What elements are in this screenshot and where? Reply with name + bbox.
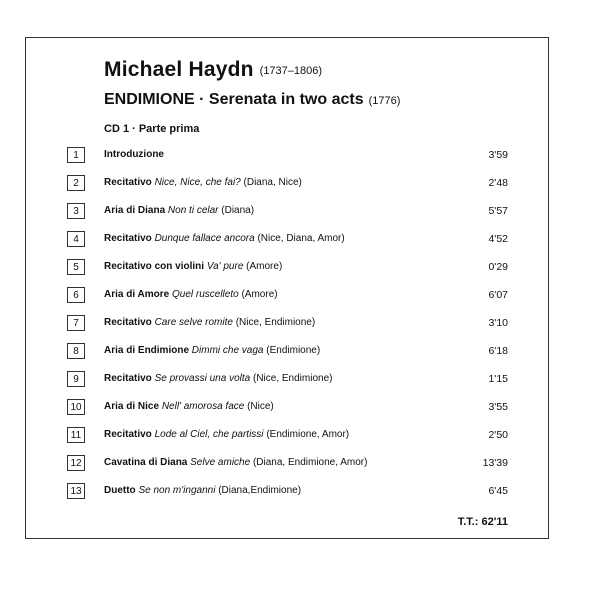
track-incipit: Lode al Ciel, che partissi (154, 429, 264, 440)
track-description (104, 345, 320, 356)
track-form: Recitativo (104, 317, 152, 328)
track-form: Recitativo con violini (104, 261, 205, 272)
composer-name: Michael Haydn (104, 58, 254, 81)
track-duration: 2'50 (488, 429, 508, 441)
track-duration: 4'52 (488, 233, 508, 245)
track-roles: (Amore) (246, 261, 283, 272)
track-row (0, 147, 600, 165)
track-description (104, 429, 349, 440)
track-duration: 2'48 (488, 177, 508, 189)
track-roles: (Diana, Nice) (243, 177, 302, 188)
track-row (0, 343, 600, 361)
track-incipit: Dunque fallace ancora (154, 233, 255, 244)
track-number: 9 (67, 371, 85, 387)
track-row (0, 483, 600, 501)
track-roles: (Endimione, Amor) (266, 429, 350, 440)
track-duration: 6'07 (488, 289, 508, 301)
track-roles: (Nice) (247, 401, 274, 412)
track-number: 10 (67, 399, 85, 415)
track-duration: 6'18 (488, 345, 508, 357)
track-row (0, 203, 600, 221)
work-line (104, 91, 400, 109)
track-duration: 5'57 (488, 205, 508, 217)
track-row (0, 371, 600, 389)
track-form: Duetto (104, 485, 136, 496)
track-incipit: Dimmi che vaga (191, 345, 264, 356)
track-form: Recitativo (104, 177, 152, 188)
track-description (104, 205, 254, 216)
track-incipit: Selve amiche (190, 457, 251, 468)
track-duration: 13'39 (482, 457, 508, 469)
track-duration: 1'15 (488, 373, 508, 385)
composer-years: (1737–1806) (259, 65, 323, 77)
track-description (104, 261, 282, 272)
work-title: ENDIMIONE · Serenata in two acts (104, 91, 364, 108)
track-roles: (Nice, Endimione) (252, 373, 333, 384)
track-roles: (Diana,Endimione) (218, 485, 302, 496)
total-time: T.T.: 62'11 (457, 516, 508, 528)
track-form: Aria di Diana (104, 205, 166, 216)
track-form: Introduzione (104, 149, 164, 160)
track-description (104, 289, 278, 300)
track-roles: (Diana) (221, 205, 255, 216)
track-incipit: Se non m'inganni (138, 485, 216, 496)
track-number: 4 (67, 231, 85, 247)
track-duration: 3'55 (488, 401, 508, 413)
track-row (0, 259, 600, 277)
track-number: 3 (67, 203, 85, 219)
track-incipit: Nice, Nice, che fai? (154, 177, 241, 188)
track-number: 6 (67, 287, 85, 303)
cd-label: CD 1 · Parte prima (104, 123, 200, 135)
track-duration: 3'59 (488, 149, 508, 161)
track-description (104, 149, 164, 160)
track-roles: (Endimione) (266, 345, 321, 356)
track-incipit: Non ti celar (167, 205, 219, 216)
track-description (104, 373, 332, 384)
track-row (0, 427, 600, 445)
track-form: Recitativo (104, 233, 152, 244)
track-roles: (Nice, Diana, Amor) (257, 233, 345, 244)
composer-line (104, 58, 322, 82)
track-incipit: Care selve romite (154, 317, 233, 328)
track-description (104, 177, 302, 188)
track-description (104, 457, 367, 468)
track-roles: (Nice, Endimione) (235, 317, 316, 328)
track-form: Aria di Endimione (104, 345, 190, 356)
work-year: (1776) (368, 95, 401, 107)
track-number: 7 (67, 315, 85, 331)
track-row (0, 231, 600, 249)
track-roles: (Diana, Endimione, Amor) (252, 457, 368, 468)
track-roles: (Amore) (241, 289, 278, 300)
track-incipit: Quel ruscelleto (171, 289, 239, 300)
track-duration: 0'29 (488, 261, 508, 273)
track-description (104, 317, 315, 328)
track-row (0, 175, 600, 193)
track-number: 11 (67, 427, 85, 443)
track-incipit: Va' pure (206, 261, 244, 272)
track-form: Aria di Nice (104, 401, 160, 412)
track-description (104, 485, 301, 496)
track-description (104, 233, 345, 244)
track-form: Recitativo (104, 373, 152, 384)
track-incipit: Se provassi una volta (154, 373, 251, 384)
track-number: 8 (67, 343, 85, 359)
track-form: Cavatina di Diana (104, 457, 188, 468)
track-row (0, 399, 600, 417)
track-form: Recitativo (104, 429, 152, 440)
track-row (0, 287, 600, 305)
track-number: 2 (67, 175, 85, 191)
track-row (0, 315, 600, 333)
track-number: 13 (67, 483, 85, 499)
track-duration: 3'10 (488, 317, 508, 329)
track-number: 12 (67, 455, 85, 471)
track-duration: 6'45 (488, 485, 508, 497)
track-row (0, 455, 600, 473)
track-form: Aria di Amore (104, 289, 170, 300)
track-incipit: Nell' amorosa face (161, 401, 245, 412)
track-description (104, 401, 274, 412)
track-number: 5 (67, 259, 85, 275)
track-number: 1 (67, 147, 85, 163)
